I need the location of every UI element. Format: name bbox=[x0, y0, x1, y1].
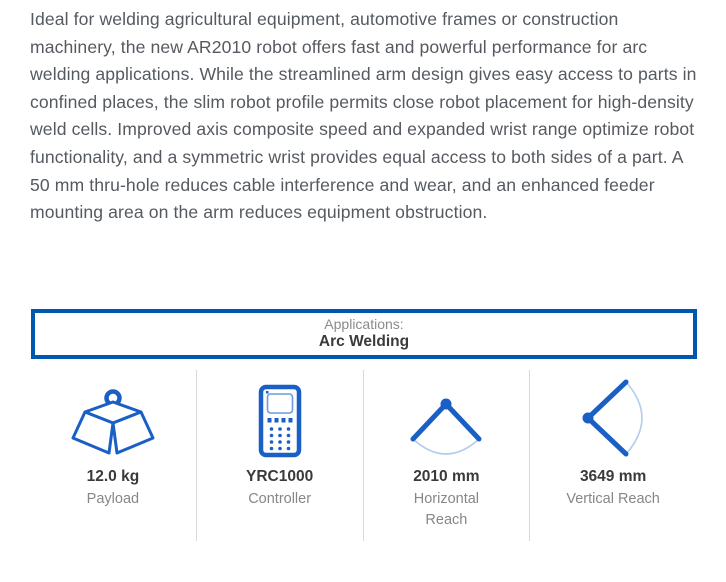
spec-item-controller bbox=[196, 370, 363, 541]
controller-pendant-icon bbox=[197, 370, 363, 464]
spec-value: YRC1000 bbox=[246, 467, 314, 485]
spec-item-payload bbox=[30, 370, 196, 541]
spec-row bbox=[30, 370, 696, 541]
spec-item-horizontal-reach bbox=[363, 370, 530, 541]
spec-label: Payload bbox=[86, 490, 140, 507]
applications-box bbox=[31, 309, 697, 359]
spec-label: Controller bbox=[248, 490, 312, 507]
applications-label: Applications: bbox=[324, 316, 404, 333]
spec-item-vertical-reach bbox=[529, 370, 696, 541]
applications-value: Arc Welding bbox=[318, 333, 410, 351]
payload-weight-icon bbox=[30, 370, 196, 464]
horizontal-reach-icon bbox=[364, 370, 530, 464]
vertical-reach-icon bbox=[530, 370, 696, 464]
product-description: Ideal for welding agricultural equipment, automotive frames or construction machinery, the new AR2010 robot offers fast and powerful performance for arc welding applications. While the streamlined arm design gives easy access to parts in confined places, the slim robot profile permits close robot placement for high-density weld cells. Improved axis composite speed and expanded wrist range optimize robot functionality, and a symmetric wrist provides equal access to both sides of a part. A 50 mm thru-hole reduces cable interference and wear, and an enhanced feeder mounting area on the arm reduces equipment obstruction. bbox=[30, 9, 697, 223]
spec-label: Horizontal Reach bbox=[413, 490, 480, 528]
spec-value: 12.0 kg bbox=[86, 467, 140, 485]
spec-value: 2010 mm bbox=[413, 467, 480, 485]
spec-label: Vertical Reach bbox=[566, 490, 660, 507]
spec-value: 3649 mm bbox=[579, 467, 647, 485]
